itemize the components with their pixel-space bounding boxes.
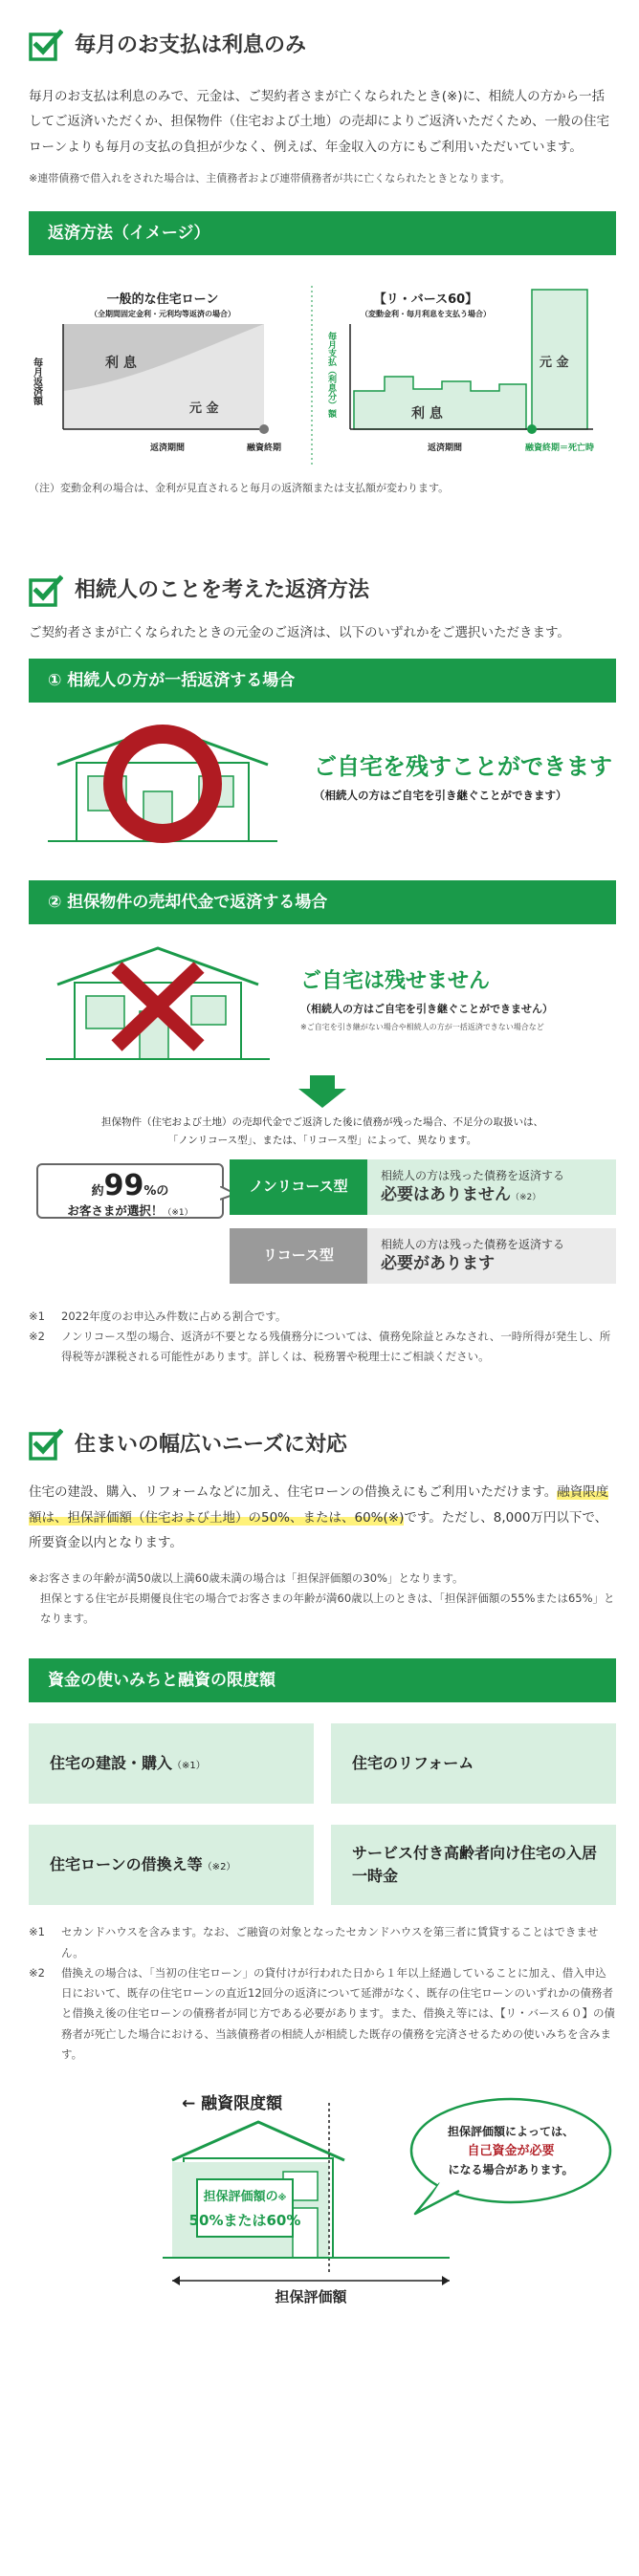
general-loan-subtitle: （全期間固定金利・元利均等返済の場合） xyxy=(90,309,235,318)
case2-bar: ② 担保物件の売却代金で返済する場合 xyxy=(29,880,616,924)
svg-text:担保評価額の※ xyxy=(204,2189,287,2204)
section-note: ※連帯債務で借入れをされた場合は、主債務者および連帯債務者が共に亡くなられたときとなります。 xyxy=(29,171,511,184)
nonrecourse-label: ノンリコース型 xyxy=(230,1159,367,1215)
section-interest-only xyxy=(29,0,616,498)
sale-text-line2: 「ノンリコース型」、または、「リコース型」によって、異なります。 xyxy=(167,1134,477,1146)
case2-subtext: （相続人の方はご自宅を引き継ぐことができません） xyxy=(300,1002,553,1015)
bubble-text2: 自己資金が必要 xyxy=(467,2144,555,2159)
section-title-text: 住まいの幅広いニーズに対応 xyxy=(75,1433,347,1458)
section-body: 毎月のお支払は利息のみで、元金は、ご契約者さまが亡くなられたとき(※)に、相続人の方から一括してご返済いただくか、担保物件（住宅および土地）の売却によりご返済いただくため、一般の住宅ローンよりも毎月の支払の負担が少なく、例えば、年金収入の方にもご利用いただいています。 xyxy=(29,89,609,155)
nonrecourse-text2: 必要はありません xyxy=(381,1184,511,1204)
reverse60-interest: 利 息 xyxy=(411,405,443,422)
loan-limit-diagram xyxy=(29,2084,616,2304)
recourse-text1: 相続人の方は残った債務を返済する xyxy=(381,1237,565,1251)
section2-notes xyxy=(29,1307,616,1368)
card-refinance: 住宅ローンの借換え等（※2） xyxy=(29,1825,314,1905)
note-item: ※1 2022年度のお申込み件数に占める割合です。 xyxy=(29,1309,287,1323)
repayment-types xyxy=(29,1159,616,1303)
reverse60-title: 【リ・バース60】 xyxy=(373,292,478,307)
section-body: ご契約者さまが亡くなられたときの元金のご返済は、以下のいずれかをご選択いただきます。 xyxy=(29,624,570,640)
card-build-purchase: 住宅の建設・購入（※1） xyxy=(29,1723,314,1804)
reverse60-principal: 元 金 xyxy=(540,355,569,370)
note-item: ※1 セカンドハウスを含みます。なお、ご融資の対象となったセカンドハウスを第三者に賃貸することはできません。 xyxy=(29,1925,599,1959)
note-item: ※2 ノンリコース型の場合、返済が不要となる残債務分については、債務免除益とみなされ、一時所得が発生し、所得税等が課税される可能性があります。詳しくは、税務署や税理士にご相談ください。 xyxy=(29,1329,611,1364)
check-icon xyxy=(29,29,63,63)
general-loan-title: 一般的な住宅ローン xyxy=(106,292,219,307)
reverse60-subtitle: （変動金利・毎月利息を支払う場合） xyxy=(361,309,491,318)
repayment-method-bar: 返済方法（イメージ） xyxy=(29,211,616,255)
case1-bar: ① 相続人の方が一括返済する場合 xyxy=(29,659,616,703)
choice-badge xyxy=(36,1163,224,1219)
section-title xyxy=(29,29,616,63)
section-title-text: 毎月のお支払は利息のみ xyxy=(75,32,307,57)
check-icon xyxy=(29,1428,63,1462)
card-senior-housing: サービス付き高齢者向け住宅の入居一時金 xyxy=(331,1825,616,1905)
svg-text:毎月返済額: 毎月返済額 xyxy=(31,357,42,405)
case1-headline: ご自宅を残すことができます xyxy=(314,752,612,780)
diagram-note: （注）変動金利の場合は、金利が見直されると毎月の返済額または支払額が変わります。 xyxy=(29,481,450,494)
fund-use-cards xyxy=(29,1723,616,1905)
section-title-text: 相続人のことを考えた返済方法 xyxy=(75,578,370,603)
section-needs xyxy=(29,1367,616,2304)
case1-subtext: （相続人の方はご自宅を引き継ぐことができます） xyxy=(314,788,567,802)
nonrecourse-text1: 相続人の方は残った債務を返済する xyxy=(381,1168,565,1182)
general-loan-principal: 元 金 xyxy=(189,400,219,416)
card-reform: 住宅のリフォーム xyxy=(331,1723,616,1804)
case2-panel xyxy=(29,930,616,1073)
badge-pre: 約 xyxy=(91,1183,104,1199)
general-loan-xlabel: 返済期間 xyxy=(149,443,186,453)
section-title xyxy=(29,1428,616,1462)
reverse60-diagram xyxy=(326,290,594,453)
limit-label: ← 融資限度額 xyxy=(182,2094,283,2114)
case2-headline: ご自宅は残せません xyxy=(300,968,491,993)
badge-mark: （※1） xyxy=(163,1207,193,1218)
sale-explanation xyxy=(29,1114,616,1150)
general-loan-ylabel xyxy=(32,357,43,406)
reverse60-ylabel xyxy=(326,331,338,419)
general-loan-end: 融資終期 xyxy=(246,443,282,453)
fund-use-bar: 資金の使いみちと融資の限度額 xyxy=(29,1658,616,1702)
bubble-text1: 担保評価額によっては、 xyxy=(447,2125,575,2139)
arrow-down-icon xyxy=(29,1073,616,1110)
note-item: ※2 借換えの場合は、「当初の住宅ローン」の貸付けが行われた日から１年以上経過していることに加え、借入申込日において、既存の住宅ローンの直近12回分の返済について延滞がなく、既存の住宅ローンのいずれかの債務者と借換え後の住宅ローンの債務者が同じ方である必要があります。また、借換え等には、【リ・バース６０】の債務者が死亡した場合における、当該債務者の相続人が相続した既存の債務を完済させるための使いみちを含みます。 xyxy=(29,1965,616,2062)
svg-text:毎月支払（利息分）額: 毎月支払（利息分）額 xyxy=(326,331,336,418)
recourse-text2: 必要があります xyxy=(381,1253,495,1273)
case2-note: ※ご自宅を引き継がない場合や相続人の方が一括返済できない場合など xyxy=(300,1022,544,1031)
section-heirs xyxy=(29,498,616,1368)
limit-highlight: 融資限度額は、担保評価額（住宅および土地）の50%、または、60%(※) xyxy=(29,1484,609,1526)
house-circle-icon xyxy=(29,707,297,851)
case1-panel xyxy=(29,703,616,855)
nonrecourse-mark: （※2） xyxy=(511,1192,541,1202)
reverse60-end: 融資終期＝死亡時 xyxy=(524,443,595,453)
badge-unit: %の xyxy=(143,1183,169,1199)
limit-box-text1: 担保評価額の xyxy=(203,2190,278,2205)
section3-notes xyxy=(29,1922,616,2065)
recourse-row xyxy=(230,1228,616,1284)
bubble-text3: になる場合があります。 xyxy=(448,2163,574,2177)
badge-line2: お客さまが選択！ xyxy=(67,1202,164,1218)
limit-box-text2: 50%または60% xyxy=(188,2212,301,2230)
reverse60-xlabel: 返済期間 xyxy=(427,443,463,453)
repayment-diagram xyxy=(29,276,616,477)
general-loan-diagram xyxy=(32,292,282,453)
badge-number: 99 xyxy=(103,1168,144,1202)
general-loan-interest: 利 息 xyxy=(105,355,137,371)
section3-note: ※お客さまの年齢が満50歳以上満60歳未満の場合は「担保評価額の30%」となります。 担保とする住宅が長期優良住宅の場合でお客さまの年齢が満60歳以上のときは、「担保評価額の55%または65%」となります。 xyxy=(29,1571,615,1625)
section-body: 住宅の建設、購入、リフォームなどに加え、住宅ローンの借換えにもご利用いただけます。融資限度額は、担保評価額（住宅および土地）の50%、または、60%(※)です。ただし、8,000万円以下で、所要資金以内となります。 xyxy=(29,1484,609,1551)
house-cross-icon xyxy=(29,935,287,1069)
section-title xyxy=(29,574,616,609)
recourse-label: リコース型 xyxy=(230,1228,367,1284)
nonrecourse-row xyxy=(230,1159,616,1215)
check-icon xyxy=(29,574,63,609)
eval-label: 担保評価額 xyxy=(275,2288,347,2305)
sale-text-line1: 担保物件（住宅および土地）の売却代金でご返済した後に債務が残った場合、不足分の取扱いは、 xyxy=(101,1115,543,1128)
limit-box-mark: ※ xyxy=(277,2194,287,2204)
